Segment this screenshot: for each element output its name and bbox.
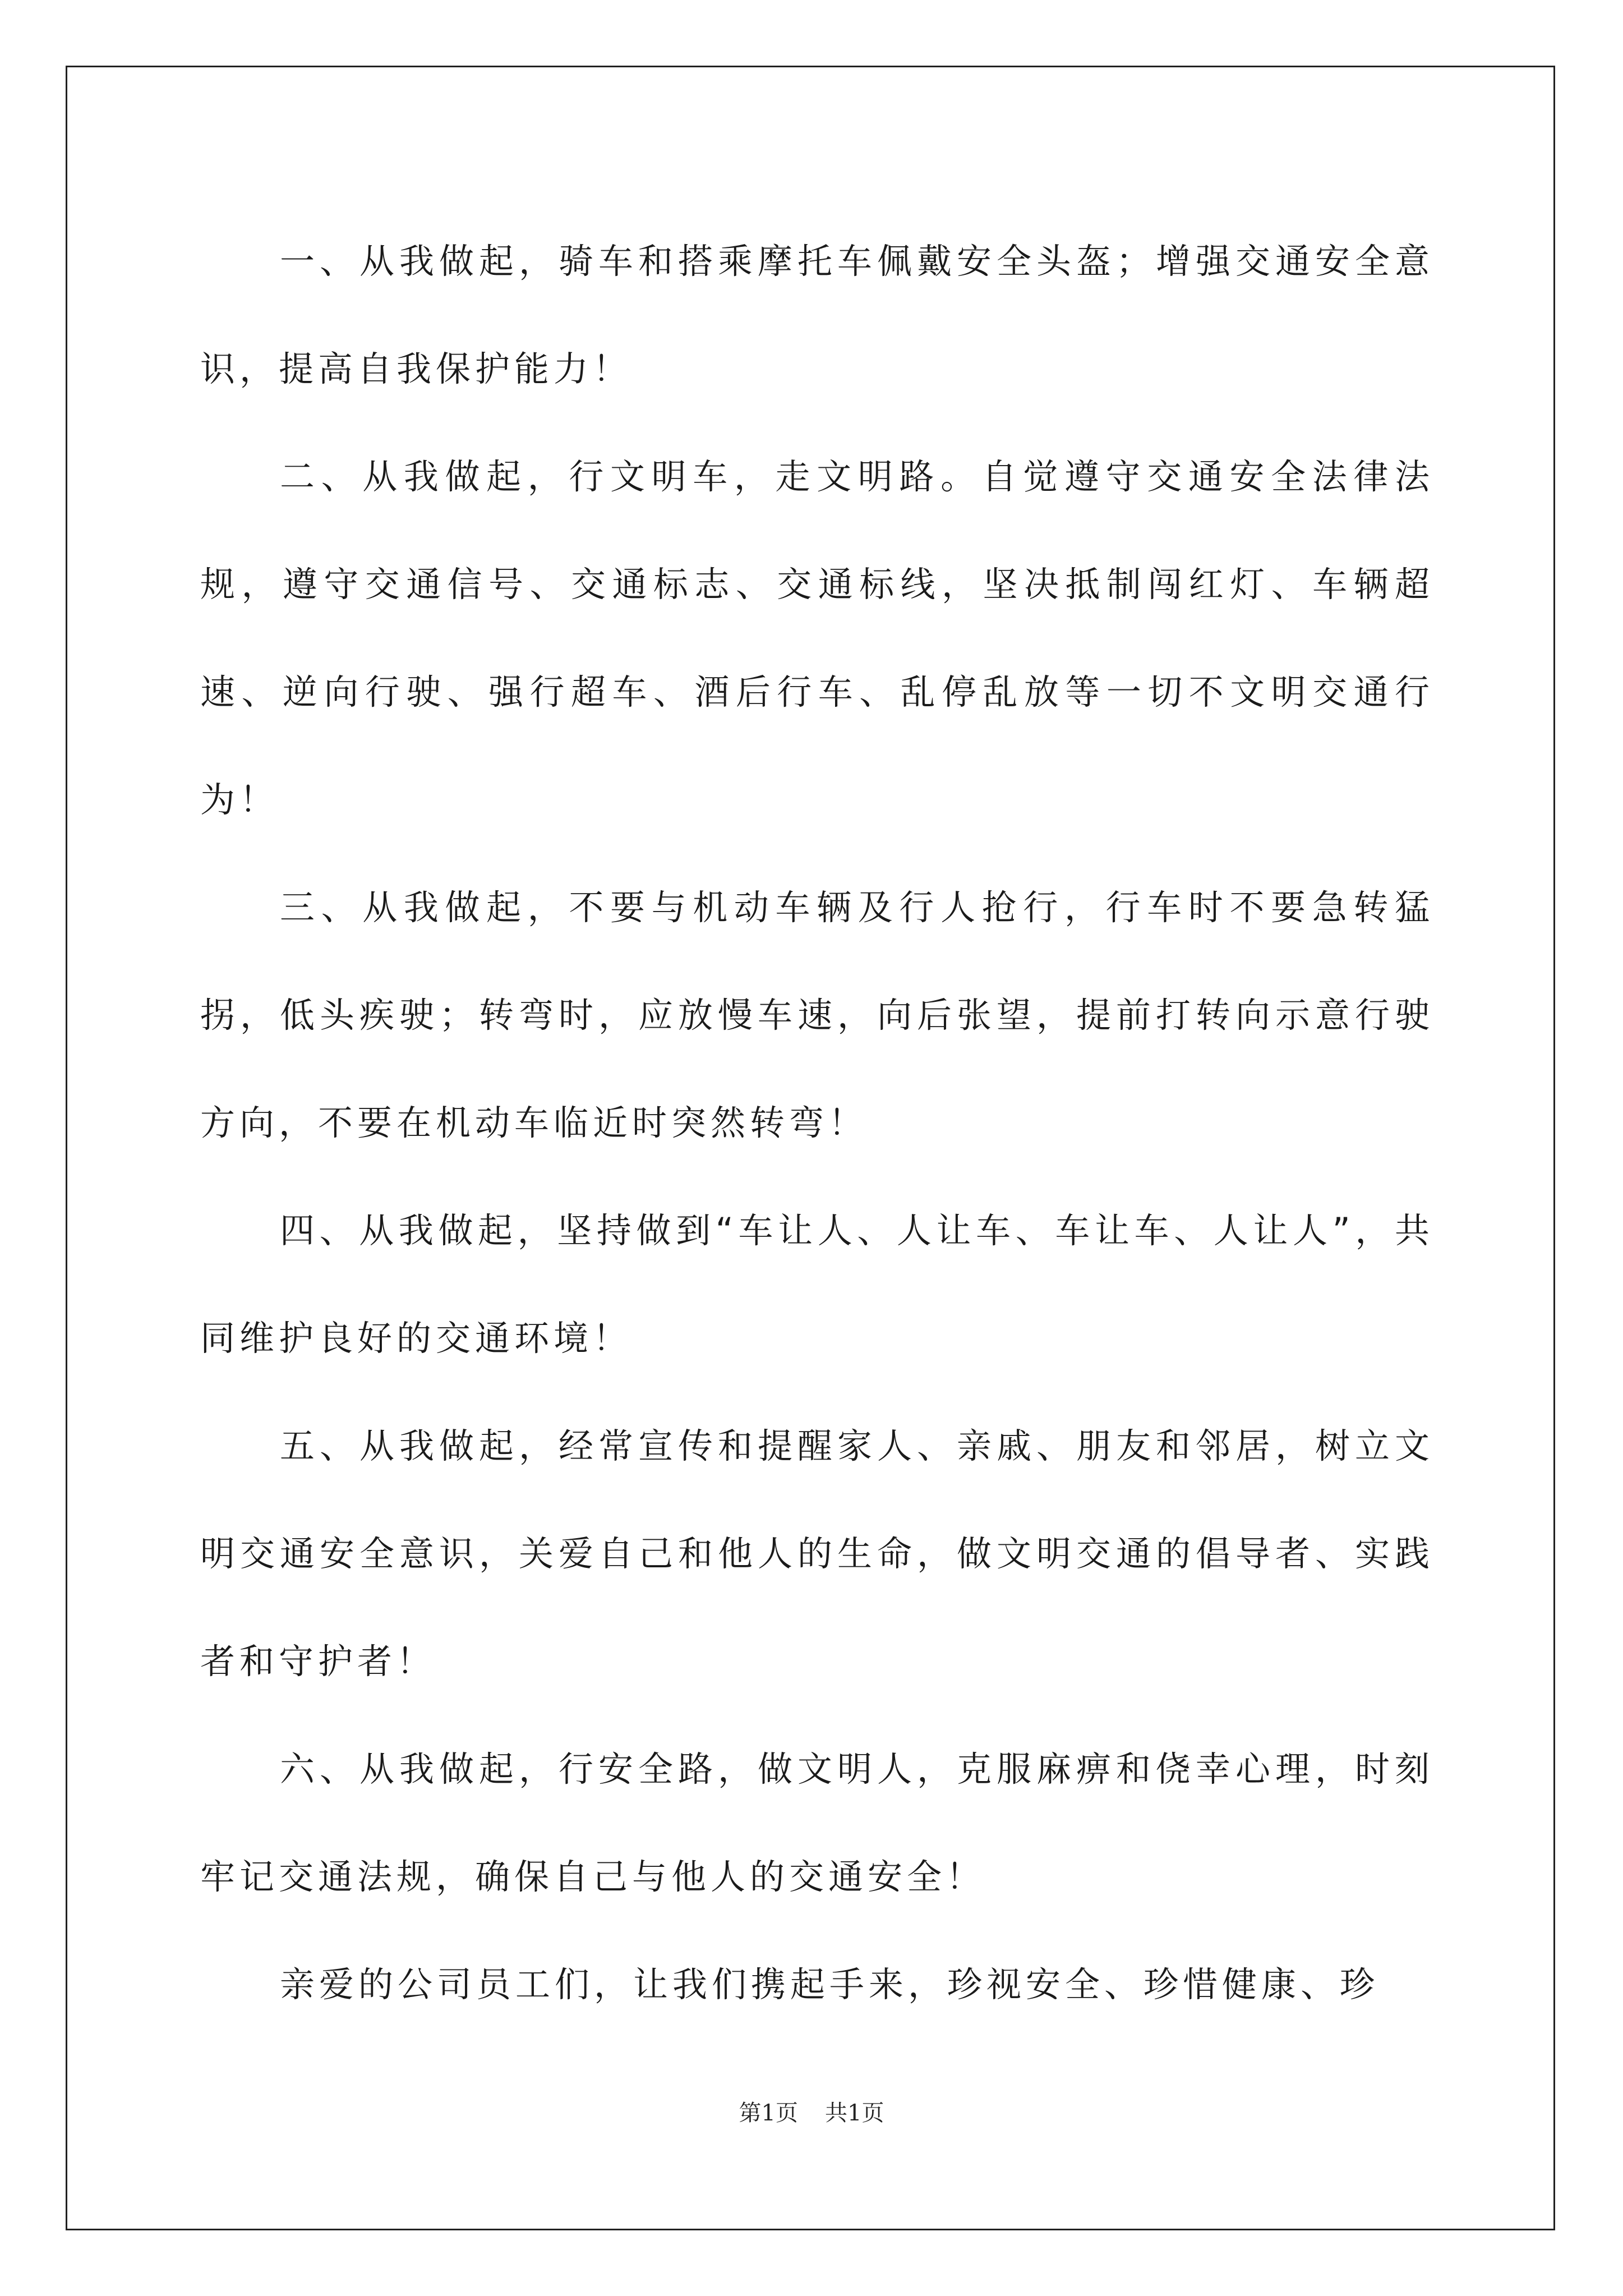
- paragraph-4: 四、从我做起，坚持做到“车让人、人让车、车让车、人让人”，共同维护良好的交通环境！: [200, 1210, 1434, 1359]
- paragraph-6: 六、从我做起，行安全路，做文明人，克服麻痹和侥幸心理，时刻牢记交通法规，确保自己与他人的交通安全！: [200, 1749, 1434, 1897]
- paragraph-2: 二、从我做起，行文明车，走文明路。自觉遵守交通安全法律法规，遵守交通信号、交通标志、交通标线，坚决抵制闯红灯、车辆超速、逆向行驶、强行超车、酒后行车、乱停乱放等一切不文明交通行为！: [200, 456, 1434, 820]
- paragraph-3: 三、从我做起，不要与机动车辆及行人抢行，行车时不要急转猛拐，低头疾驶；转弯时，应放慢车速，向后张望，提前打转向示意行驶方向，不要在机动车临近时突然转弯！: [200, 887, 1434, 1143]
- page-number-total: 共1页: [825, 2100, 884, 2126]
- document-body: [200, 208, 1434, 2039]
- paragraph-5: 五、从我做起，经常宣传和提醒家人、亲戚、朋友和邻居，树立文明交通安全意识，关爱自己和他人的生命，做文明交通的倡导者、实践者和守护者！: [200, 1425, 1434, 1682]
- page-number-current: 第1页: [739, 2100, 798, 2126]
- page-footer: [0, 2095, 1623, 2127]
- paragraph-1: 一、从我做起，骑车和搭乘摩托车佩戴安全头盔；增强交通安全意识，提高自我保护能力！: [200, 241, 1434, 389]
- paragraph-7: 亲爱的公司员工们，让我们携起手来，珍视安全、珍惜健康、珍: [280, 1964, 1380, 2005]
